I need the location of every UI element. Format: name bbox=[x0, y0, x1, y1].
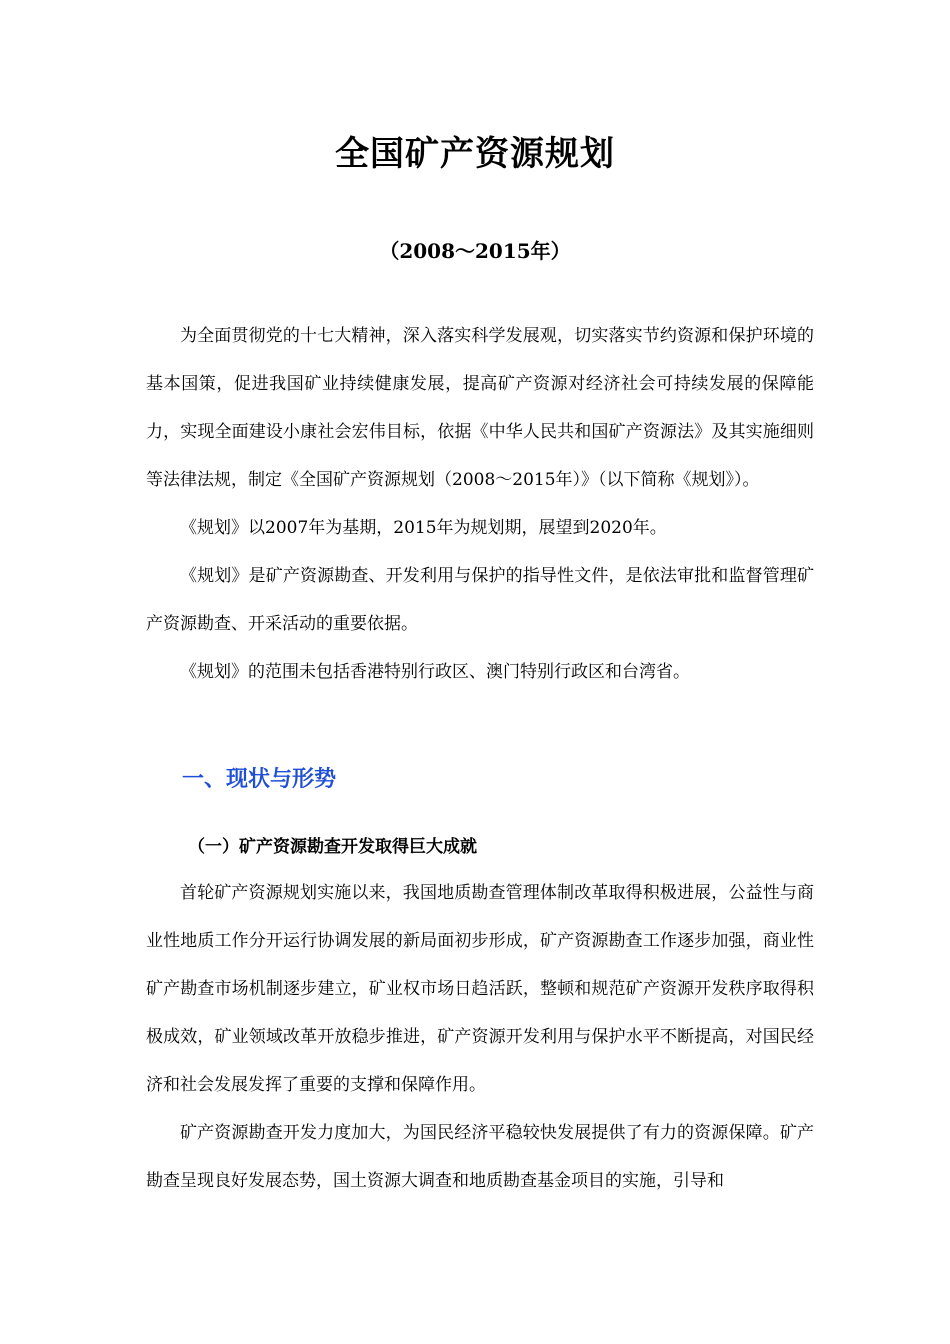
document-subtitle: （2008～2015年） bbox=[379, 239, 571, 263]
document-title: 全国矿产资源规划 bbox=[335, 134, 615, 174]
section-heading: 一、现状与形势 bbox=[182, 767, 337, 792]
body-paragraph: 矿产资源勘查开发力度加大，为国民经济平稳较快发展提供了有力的资源保障。矿产勘查呈现良好发展态势，国土资源大调查和地质勘查基金项目的实施，引导和 bbox=[146, 1123, 814, 1191]
subsection-body bbox=[146, 869, 814, 1205]
intro-section bbox=[146, 312, 814, 696]
intro-paragraph: 为全面贯彻党的十七大精神，深入落实科学发展观，切实落实节约资源和保护环境的基本国策，促进我国矿业持续健康发展，提高矿产资源对经济社会可持续发展的保障能力，实现全面建设小康社会宏伟目标，依据《中华人民共和国矿产资源法》及其实施细则等法律法规，制定《全国矿产资源规划（2008～2015年）》（以下简称《规划》）。 bbox=[146, 326, 814, 490]
body-paragraph: 首轮矿产资源规划实施以来，我国地质勘查管理体制改革取得积极进展，公益性与商业性地质工作分开运行协调发展的新局面初步形成，矿产资源勘查工作逐步加强，商业性矿产勘查市场机制逐步建立，矿业权市场日趋活跃，整顿和规范矿产资源开发秩序取得积极成效，矿业领域改革开放稳步推进，矿产资源开发利用与保护水平不断提高，对国民经济和社会发展发挥了重要的支撑和保障作用。 bbox=[146, 883, 814, 1095]
subsection-heading: （一）矿产资源勘查开发取得巨大成就 bbox=[188, 837, 477, 857]
intro-paragraph: 《规划》是矿产资源勘查、开发利用与保护的指导性文件，是依法审批和监督管理矿产资源勘查、开采活动的重要依据。 bbox=[146, 566, 814, 634]
intro-paragraph: 《规划》以2007年为基期，2015年为规划期，展望到2020年。 bbox=[180, 518, 667, 538]
intro-paragraph: 《规划》的范围未包括香港特别行政区、澳门特别行政区和台湾省。 bbox=[180, 662, 690, 682]
